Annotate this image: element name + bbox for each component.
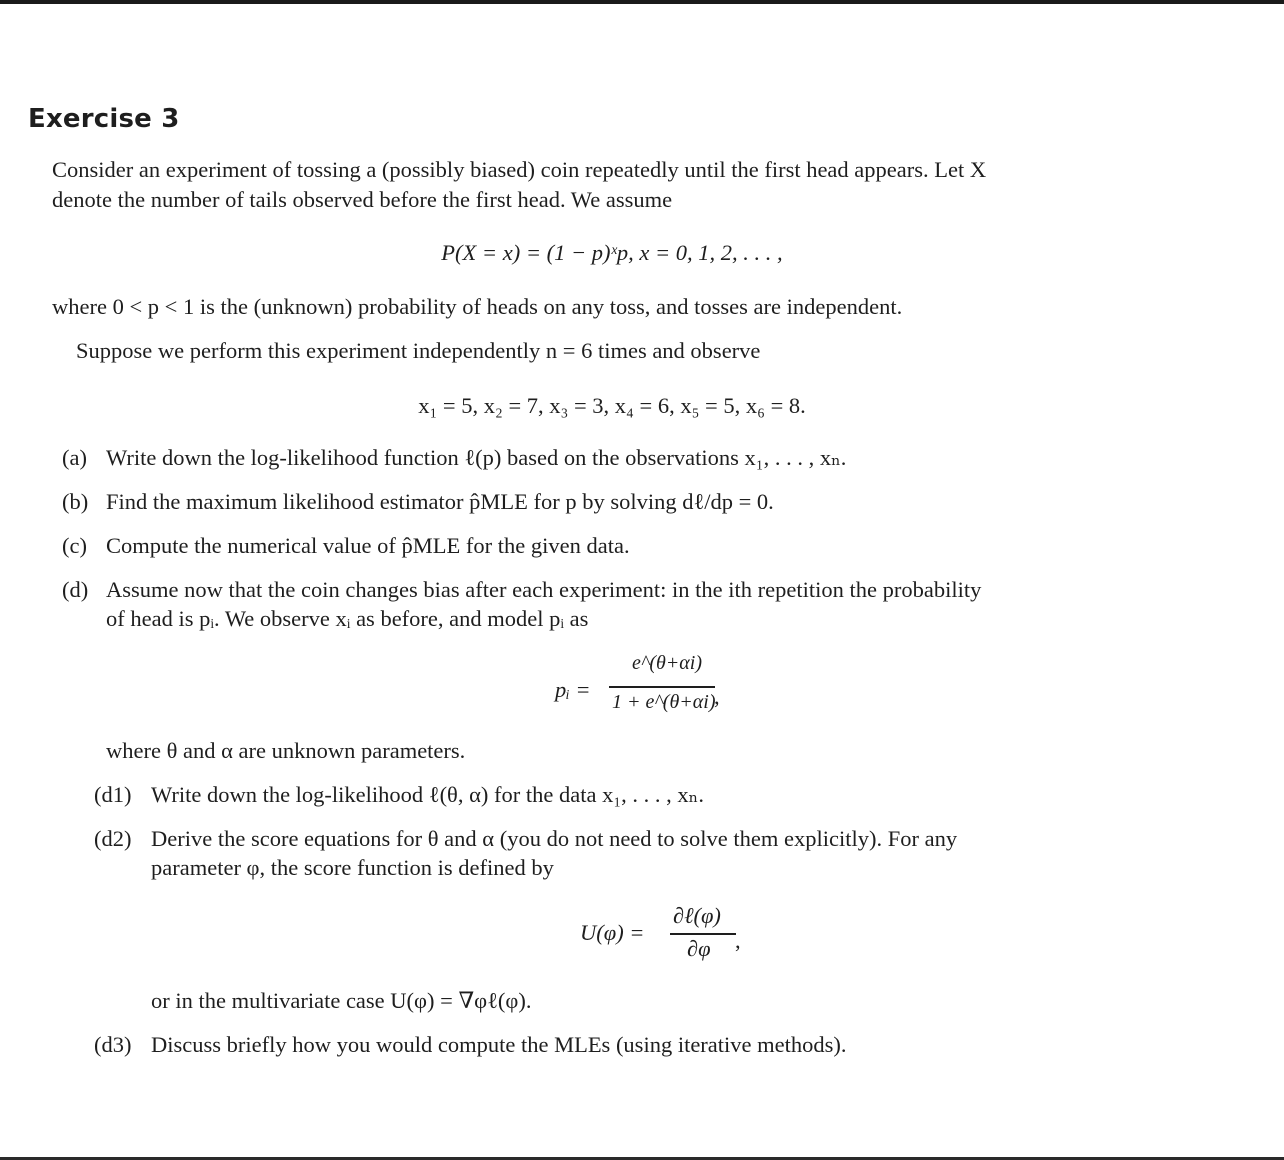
part-d-line-2: of head is pᵢ. We observe xᵢ as before, and model pᵢ as <box>106 606 589 631</box>
part-c-label: (c) <box>62 533 87 558</box>
part-d1-text: Write down the log-likelihood ℓ(θ, α) for the data x₁, . . . , xₙ. <box>151 782 705 807</box>
score-equation-denominator: ∂φ <box>687 936 711 961</box>
intro-line-1: Consider an experiment of tossing a (possibly biased) coin repeatedly until the first head appears. Let X <box>52 157 987 182</box>
score-equation-numerator: ∂ℓ(φ) <box>673 903 721 928</box>
part-b-label: (b) <box>62 489 89 514</box>
part-d2-line-1: Derive the score equations for θ and α (you do not need to solve them explicitly). For any <box>151 826 958 851</box>
score-equation-lhs: U(φ) = <box>580 920 645 945</box>
part-d-label: (d) <box>62 577 89 602</box>
part-d-line-1: Assume now that the coin changes bias after each experiment: in the ith repetition the probability <box>106 577 982 602</box>
where-params-line: where θ and α are unknown parameters. <box>106 738 466 763</box>
intro-line-2: denote the number of tails observed before the first head. We assume <box>52 187 673 212</box>
model-equation-lhs: pᵢ = <box>555 677 591 702</box>
multivariate-line: or in the multivariate case U(φ) = ∇φℓ(φ). <box>151 988 532 1013</box>
part-b-text: Find the maximum likelihood estimator p̂MLE for p by solving dℓ/dp = 0. <box>106 489 774 514</box>
part-a-text: Write down the log-likelihood function ℓ(p) based on the observations x₁, . . . , xₙ. <box>106 445 847 470</box>
observations-equation: x₁ = 5, x₂ = 7, x₃ = 3, x₄ = 6, x₅ = 5, x₆ = 8. <box>418 393 806 418</box>
part-d3-label: (d3) <box>94 1032 132 1057</box>
suppose-line: Suppose we perform this experiment independently n = 6 times and observe <box>76 338 761 363</box>
score-equation-comma: , <box>735 928 741 953</box>
score-fraction-bar <box>670 933 736 935</box>
where-line: where 0 < p < 1 is the (unknown) probability of heads on any toss, and tosses are independent. <box>52 294 903 319</box>
part-d3-text: Discuss briefly how you would compute the MLEs (using iterative methods). <box>151 1032 847 1057</box>
pmf-equation: P(X = x) = (1 − p)ˣp, x = 0, 1, 2, . . . , <box>441 240 783 265</box>
part-c-text: Compute the numerical value of p̂MLE for the given data. <box>106 533 630 558</box>
part-a-label: (a) <box>62 445 87 470</box>
top-border <box>0 0 1284 4</box>
model-fraction-bar <box>609 686 715 688</box>
part-d2-label: (d2) <box>94 826 132 851</box>
exercise-title: Exercise 3 <box>28 104 180 134</box>
model-equation-numerator: e^(θ+αi) <box>632 652 703 674</box>
model-equation-comma: , <box>714 684 720 709</box>
part-d1-label: (d1) <box>94 782 132 807</box>
model-equation-denominator: 1 + e^(θ+αi) <box>612 691 716 713</box>
part-d2-line-2: parameter φ, the score function is defined by <box>151 855 554 880</box>
